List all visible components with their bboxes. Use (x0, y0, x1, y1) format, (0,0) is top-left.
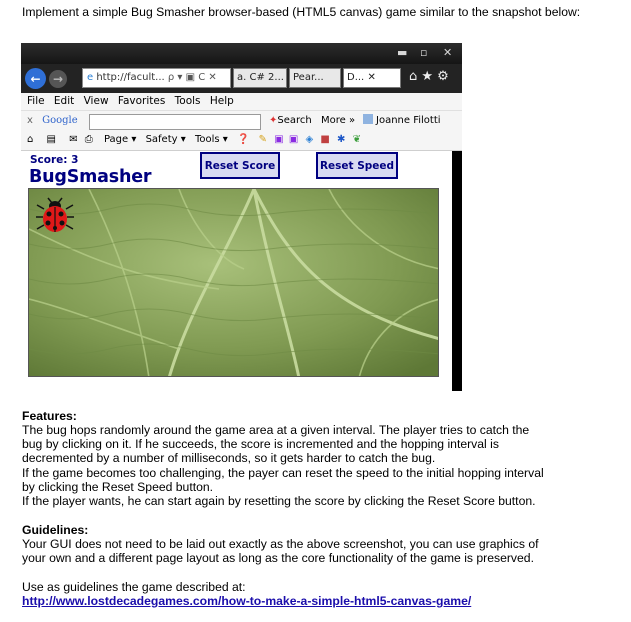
onenote-icon-2[interactable]: ▣ (288, 134, 299, 145)
maximize-icon[interactable]: ▫ (420, 46, 428, 59)
features-line: If the game becomes too challenging, the payer can reset the speed to the initial hopping interval (22, 466, 544, 480)
print-icon[interactable]: ⎙ (84, 134, 93, 145)
google-search-input[interactable] (89, 114, 261, 130)
close-icon[interactable]: ✕ (443, 46, 453, 59)
menu-help[interactable]: Help (209, 95, 234, 107)
reference-text: Use as guidelines the game described at: (22, 580, 246, 594)
menu-bar (21, 93, 462, 110)
google-logo: Google (42, 115, 78, 126)
home-icon[interactable]: ⌂ (27, 134, 34, 145)
reset-score-button[interactable]: Reset Score (200, 152, 280, 179)
features-line: bug by clicking on it. If he succeeds, the score is incremented and the hopping interval is (22, 437, 499, 451)
bluetooth-icon[interactable]: ✱ (337, 134, 346, 145)
tab-pear[interactable] (289, 68, 341, 88)
reset-speed-button[interactable]: Reset Speed (316, 152, 398, 179)
page-menu[interactable]: Page ▾ (103, 134, 137, 145)
back-icon[interactable]: ← (25, 68, 46, 89)
menu-view[interactable]: View (83, 95, 109, 107)
features-line: decremented by a number of milliseconds, so it gets harder to catch the bug. (22, 451, 436, 465)
guidelines-line: Your GUI does not need to be laid out exactly as the above screenshot, you can use graphics of (22, 537, 539, 551)
blog-icon[interactable]: ■ (320, 134, 330, 145)
google-user-name: Joanne Filotti (376, 115, 441, 126)
score-display: Score: 3 (30, 154, 79, 166)
forward-icon[interactable]: → (49, 70, 67, 88)
menu-edit[interactable]: Edit (53, 95, 75, 107)
tab-label: Pear... (293, 72, 324, 83)
menu-file[interactable]: File (27, 95, 45, 107)
url-text: http://facult... (96, 72, 165, 83)
user-avatar (363, 114, 373, 124)
toolbar-close-icon[interactable]: x (27, 115, 33, 126)
command-bar (21, 130, 462, 151)
guidelines-heading: Guidelines: (22, 523, 89, 537)
tutorial-link[interactable]: http://www.lostdecadegames.com/how-to-make-a-simple-html5-canvas-game/ (22, 594, 472, 608)
pen-icon[interactable]: ✎ (258, 134, 267, 145)
url-field[interactable] (82, 68, 231, 88)
url-tools[interactable]: ρ ▾ ▣ C ✕ (167, 72, 217, 83)
google-search-label: Search (277, 115, 312, 126)
menu-favorites[interactable]: Favorites (117, 95, 166, 107)
minimize-icon[interactable]: ▬ (397, 46, 408, 59)
title-bar (21, 43, 462, 64)
features-line: by clicking the Reset Speed button. (22, 480, 214, 494)
ie-icon: e (87, 72, 94, 83)
game-canvas[interactable] (28, 188, 439, 377)
page-title: BugSmasher (29, 167, 152, 187)
feeds-icon[interactable]: ▤ (46, 134, 56, 145)
scrollbar[interactable] (452, 151, 462, 391)
tools-menu[interactable]: Tools ▾ (194, 134, 228, 145)
address-bar (21, 64, 462, 93)
tab-label: D... (347, 72, 365, 83)
safety-menu[interactable]: Safety ▾ (145, 134, 186, 145)
menu-tools[interactable]: Tools (174, 95, 201, 107)
tab-active[interactable] (343, 68, 401, 88)
google-search-button[interactable] (269, 111, 312, 131)
tab-close-icon[interactable]: ✕ (367, 72, 376, 83)
mail-icon[interactable]: ✉ (69, 134, 78, 145)
intro-text: Implement a simple Bug Smasher browser-based (HTML5 canvas) game similar to the snapshot below: (22, 5, 581, 19)
features-heading: Features: (22, 409, 77, 423)
guidelines-line: your own and a different page layout as long as the core functionality of the game is preserved. (22, 551, 534, 565)
search-icon: ✦ (269, 115, 278, 126)
tab-label: a. C# 2... (237, 72, 284, 83)
google-toolbar (21, 110, 462, 131)
help-icon[interactable]: ❓ (236, 134, 250, 145)
google-more-button[interactable]: More » (321, 115, 356, 126)
features-line: The bug hops randomly around the game area at a given interval. The player tries to catch the (22, 423, 530, 437)
tab-csharp[interactable] (233, 68, 287, 88)
leaf-icon[interactable]: ❦ (352, 134, 361, 145)
browser-screenshot (21, 43, 462, 391)
onenote-icon[interactable]: ▣ (274, 134, 284, 145)
google-user[interactable] (363, 111, 441, 131)
game-page (21, 151, 462, 391)
leaf-background (29, 189, 439, 377)
home-favorites-tools-icons[interactable]: ⌂ ★ ⚙ (409, 69, 449, 84)
features-line: If the player wants, he can start again by resetting the score by clicking the Reset Score button. (22, 494, 536, 508)
ladybug-icon[interactable] (35, 197, 75, 235)
research-icon[interactable]: ◈ (305, 134, 314, 145)
